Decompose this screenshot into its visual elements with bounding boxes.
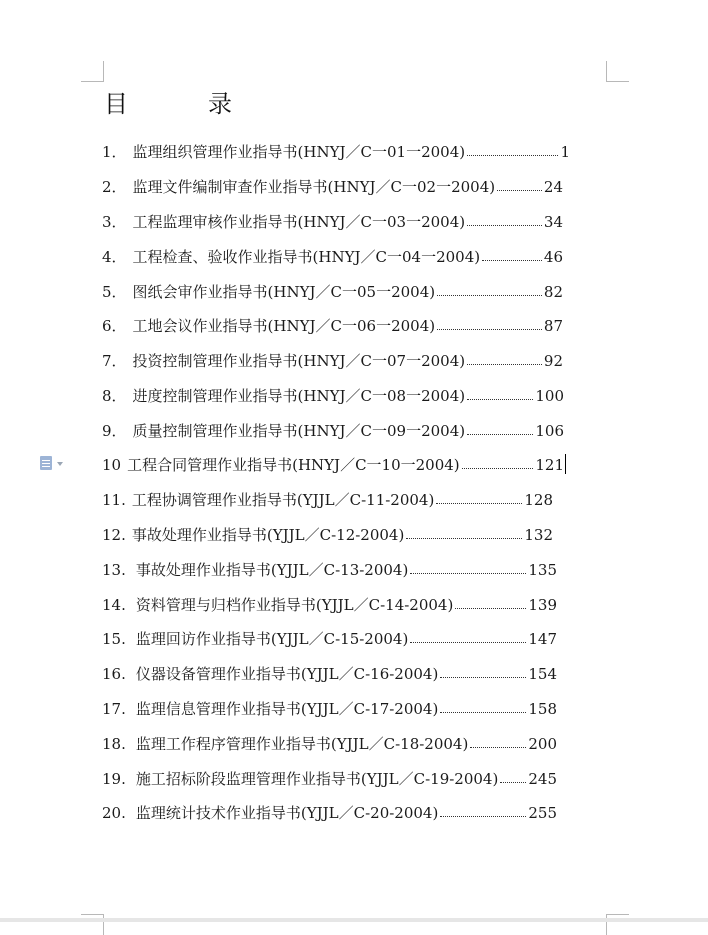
toc-entry-number: 19. [102,770,126,788]
toc-entry-page: 46 [543,248,563,266]
toc-entry[interactable] [102,419,564,443]
toc-dot-leader [437,329,542,330]
document-icon[interactable] [40,456,52,470]
toc-entry-title: 投资控制管理作业指导书(HNYJ／C一07一2004) [132,352,466,370]
toc-entry-page: 128 [524,491,553,509]
text-cursor [565,454,566,474]
toc-entry[interactable] [102,627,557,651]
page-corner-mark-top-right [606,61,629,82]
toc-entry-title: 施工招标阶段监理管理作业指导书(YJJL／C-19-2004) [135,770,499,788]
toc-entry-number: 14. [102,596,126,614]
toc-dot-leader [467,155,558,156]
chevron-down-icon[interactable] [57,462,63,466]
toc-dot-leader [467,434,533,435]
toc-entry[interactable] [102,280,563,304]
toc-dot-leader [462,468,534,469]
toc-entry[interactable] [102,558,557,582]
toc-entry-page: 106 [535,422,564,440]
toc-dot-leader [467,364,542,365]
toc-entry-page: 200 [528,735,557,753]
toc-entry[interactable] [102,314,563,338]
toc-entry-page: 34 [543,213,563,231]
toc-dot-leader [500,782,526,783]
toc-entry[interactable] [102,488,553,512]
toc-entry-page: 132 [524,526,553,544]
toc-entry-title: 资料管理与归档作业指导书(YJJL／C-14-2004) [135,596,454,614]
toc-entry-page: 24 [543,178,563,196]
toc-dot-leader [437,295,542,296]
toc-entry-title: 监理回访作业指导书(YJJL／C-15-2004) [135,630,409,648]
toc-entry-page: 100 [535,387,564,405]
toc-entry-title: 工程协调管理作业指导书(YJJL／C-11-2004) [131,491,435,509]
toc-entry-number: 18. [102,735,126,753]
toc-entry-title: 工地会议作业指导书(HNYJ／C一06一2004) [132,317,436,335]
toc-entry-number: 11. [102,491,126,509]
toc-dot-leader [410,642,526,643]
page-bottom-gap [0,918,708,922]
toc-title: 目 录 [104,90,260,118]
toc-entry[interactable] [102,732,557,756]
toc-entry-number: 13. [102,561,126,579]
toc-entry-title: 监理工作程序管理作业指导书(YJJL／C-18-2004) [135,735,469,753]
toc-entry-page: 154 [528,665,557,683]
toc-entry[interactable] [102,523,553,547]
toc-dot-leader [406,538,522,539]
toc-entry-number: 20. [102,804,126,822]
toc-entry-number: 9． [102,422,127,440]
toc-dot-leader [482,260,542,261]
toc-entry-title: 质量控制管理作业指导书(HNYJ／C一09一2004) [132,422,466,440]
toc-entry[interactable] [102,349,563,373]
toc-entry-number: 5． [102,283,127,301]
toc-entry-page: 82 [543,283,563,301]
toc-entry-page: 245 [528,770,557,788]
toc-entry-number: 12. [102,526,126,544]
toc-entry-number: 10 [102,456,122,474]
toc-entry-number: 3． [102,213,127,231]
toc-entry[interactable] [102,175,563,199]
toc-entry-page: 121 [535,456,564,474]
toc-entry-number: 6． [102,317,127,335]
toc-dot-leader [467,399,533,400]
toc-entry[interactable] [102,453,564,477]
toc-entry-number: 15. [102,630,126,648]
toc-entry[interactable] [102,210,563,234]
toc-entry-page: 1 [560,143,570,161]
toc-entry-title: 图纸会审作业指导书(HNYJ／C一05一2004) [132,283,436,301]
page-corner-mark-top-left [81,61,104,82]
toc-entry-page: 92 [543,352,563,370]
toc-entry[interactable] [102,767,557,791]
toc-entry-page: 255 [528,804,557,822]
toc-entry-title: 监理信息管理作业指导书(YJJL／C-17-2004) [135,700,439,718]
toc-entry-title: 工程监理审核作业指导书(HNYJ／C一03一2004) [132,213,466,231]
toc-dot-leader [410,573,526,574]
toc-entry-page: 147 [528,630,557,648]
toc-entry-number: 8． [102,387,127,405]
toc-entry-page: 87 [543,317,563,335]
toc-entry-title: 监理组织管理作业指导书(HNYJ／C一01一2004) [132,143,466,161]
toc-entry[interactable] [102,593,557,617]
toc-dot-leader [436,503,522,504]
toc-dot-leader [470,747,526,748]
toc-entry-title: 事故处理作业指导书(YJJL／C-13-2004) [135,561,409,579]
toc-entry-title: 仪器设备管理作业指导书(YJJL／C-16-2004) [135,665,439,683]
toc-entry[interactable] [102,662,557,686]
toc-entry-title: 进度控制管理作业指导书(HNYJ／C一08一2004) [132,387,466,405]
toc-entry-number: 16. [102,665,126,683]
toc-dot-leader [440,712,526,713]
toc-dot-leader [467,225,542,226]
toc-dot-leader [440,677,526,678]
toc-entry[interactable] [102,697,557,721]
toc-entry-title: 工程合同管理作业指导书(HNYJ／C一10一2004) [127,456,460,474]
toc-entry[interactable] [102,801,557,825]
toc-entry-number: 2． [102,178,127,196]
toc-entry[interactable] [102,384,564,408]
toc-entry-title: 监理文件编制审查作业指导书(HNYJ／C一02一2004) [132,178,496,196]
toc-entry-title: 监理统计技术作业指导书(YJJL／C-20-2004) [135,804,439,822]
toc-entry-number: 1． [102,143,127,161]
toc-entry-number: 7． [102,352,127,370]
toc-dot-leader [455,608,526,609]
toc-entry-page: 158 [528,700,557,718]
toc-entry-number: 17. [102,700,126,718]
toc-entry-page: 135 [528,561,557,579]
toc-dot-leader [497,190,542,191]
toc-entry-title: 工程检查、验收作业指导书(HNYJ／C一04一2004) [132,248,481,266]
toc-entry[interactable] [102,140,570,164]
toc-entry-number: 4． [102,248,127,266]
toc-entry[interactable] [102,245,563,269]
toc-entry-page: 139 [528,596,557,614]
toc-dot-leader [440,816,526,817]
toc-entry-title: 事故处理作业指导书(YJJL／C-12-2004) [131,526,405,544]
